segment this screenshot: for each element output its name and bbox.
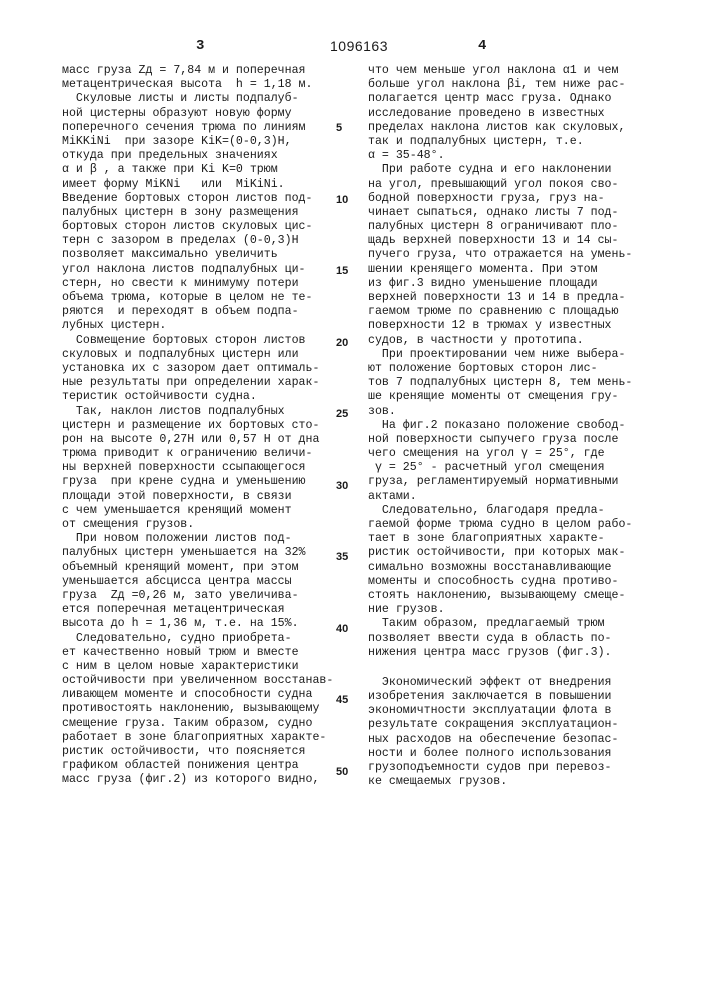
text-line: от смещения грузов. [62,518,352,532]
page-number-right: 4 [478,38,486,54]
line-number: 30 [336,480,348,492]
text-line: остойчивости при увеличенном восстанав- [62,674,352,688]
line-number: 35 [336,551,348,563]
text-line: груза Zд =0,26 м, зато увеличива- [62,589,352,603]
text-line: результате сокращения эксплуатацион- [368,718,658,732]
text-line: ливающем моменте и способности судна [62,688,352,702]
patent-number: 1096163 [330,38,388,54]
text-line: ристик остойчивости, при которых мак- [368,546,658,560]
text-line: щадь верхней поверхности 13 и 14 сы- [368,234,658,248]
text-line: трюма приводит к ограничению величи- [62,447,352,461]
text-line: При работе судна и его наклонении [368,163,658,177]
text-line: ряются и переходят в объем подпа- [62,305,352,319]
line-number: 5 [336,122,342,134]
text-line: метацентрическая высота h = 1,18 м. [62,78,352,92]
text-line: ристик остойчивости, что поясняется [62,745,352,759]
right-text-column [368,64,658,789]
text-line: лубных цистерн. [62,319,352,333]
text-line: изобретения заключается в повышении [368,690,658,704]
text-line: пучего груза, что отражается на умень- [368,248,658,262]
text-line: работает в зоне благоприятных характе- [62,731,352,745]
text-line: на угол, превышающий угол покоя сво- [368,178,658,192]
text-line: теристик остойчивости судна. [62,390,352,404]
text-line: При проектировании чем ниже выбера- [368,348,658,362]
text-line: масс груза Zд = 7,84 м и поперечная [62,64,352,78]
text-line: графиком областей понижения центра [62,759,352,773]
text-line: нижения центра масс грузов (фиг.3). [368,646,658,660]
text-line: объема трюма, которые в целом не те- [62,291,352,305]
text-line: верхней поверхности 13 и 14 в предла- [368,291,658,305]
text-line: масс груза (фиг.2) из которого видно, [62,773,352,787]
text-line: ности и более полного использования [368,747,658,761]
text-line: угол наклона листов подпалубных ци- [62,263,352,277]
text-line: уменьшается абсцисса центра массы [62,575,352,589]
text-line: При новом положении листов под- [62,532,352,546]
text-line: цистерн и размещение их бортовых сто- [62,419,352,433]
text-line: бодной поверхности груза, груз на- [368,192,658,206]
text-line: тает в зоне благоприятных характе- [368,532,658,546]
text-line: ется поперечная метацентрическая [62,603,352,617]
text-line: экономичтности эксплуатации флота в [368,704,658,718]
line-number: 40 [336,623,348,635]
text-line: поперечного сечения трюма по линиям [62,121,352,135]
text-line: терн с зазором в пределах (0-0,3)H [62,234,352,248]
text-line: полагается центр масс груза. Однако [368,92,658,106]
text-line: из фиг.3 видно уменьшение площади [368,277,658,291]
text-line: Совмещение бортовых сторон листов [62,334,352,348]
text-line: Следовательно, благодаря предла- [368,504,658,518]
line-number: 45 [336,694,348,706]
text-line: груза при крене судна и уменьшению [62,475,352,489]
text-line: больше угол наклона βi, тем ниже рас- [368,78,658,92]
text-line: зов. [368,405,658,419]
line-number: 50 [336,766,348,778]
text-line: стерн, но свести к минимуму потери [62,277,352,291]
text-line: гаемой форме трюма судно в целом рабо- [368,518,658,532]
text-line: противостоять наклонению, вызывающему [62,702,352,716]
text-line: судов, в частности у прототипа. [368,334,658,348]
text-line: ет качественно новый трюм и вместе [62,646,352,660]
line-number: 10 [336,194,348,206]
text-line: объемный кренящий момент, при этом [62,561,352,575]
text-line: стоять наклонению, вызывающему смеще- [368,589,658,603]
text-line: MiKKiNi при зазоре KiK=(0-0,3)H, [62,135,352,149]
text-line: гаемом трюме по сравнению с площадью [368,305,658,319]
text-line: палубных цистерн 8 ограничивают пло- [368,220,658,234]
text-line: Следовательно, судно приобрета- [62,632,352,646]
text-line: бортовых сторон листов скуловых цис- [62,220,352,234]
text-line: α и β , а также при Ki K=0 трюм [62,163,352,177]
text-line: смещение груза. Таким образом, судно [62,717,352,731]
text-line: груза, регламентируемый нормативными [368,475,658,489]
text-line: скуловых и подпалубных цистерн или [62,348,352,362]
text-line: имеет форму MiKNi или MiKiNi. [62,178,352,192]
text-line: установка их с зазором дает оптималь- [62,362,352,376]
text-line: чинает сыпаться, однако листы 7 под- [368,206,658,220]
text-line: Так, наклон листов подпалубных [62,405,352,419]
text-line: ше кренящие моменты от смещения гру- [368,390,658,404]
text-line: Экономический эффект от внедрения [368,676,658,690]
text-line: ных расходов на обеспечение безопас- [368,733,658,747]
text-line: ны верхней поверхности ссыпающегося [62,461,352,475]
text-line: ют положение бортовых сторон лис- [368,362,658,376]
text-line: с ним в целом новые характеристики [62,660,352,674]
text-line: моменты и способность судна противо- [368,575,658,589]
text-line: позволяет ввести суда в область по- [368,632,658,646]
text-line: Введение бортовых сторон листов под- [62,192,352,206]
text-line: грузоподъемности судов при перевоз- [368,761,658,775]
text-line: γ = 25° - расчетный угол смещения [368,461,658,475]
text-line: площади этой поверхности, в связи [62,490,352,504]
text-line: актами. [368,490,658,504]
text-line: высота до h = 1,36 м, т.е. на 15%. [62,617,352,631]
text-line: симально возможны восстанавливающие [368,561,658,575]
text-line: палубных цистерн уменьшается на 32% [62,546,352,560]
text-line: Таким образом, предлагаемый трюм [368,617,658,631]
page-number-left: 3 [196,38,204,54]
text-line: тов 7 подпалубных цистерн 8, тем мень- [368,376,658,390]
paragraph-gap [368,660,658,676]
text-line: ке смещаемых грузов. [368,775,658,789]
text-line: ной цистерны образуют новую форму [62,107,352,121]
text-line: исследование проведено в известных [368,107,658,121]
line-number: 25 [336,408,348,420]
line-number: 20 [336,337,348,349]
text-line: шении кренящего момента. При этом [368,263,658,277]
text-line: Скуловые листы и листы подпалуб- [62,92,352,106]
text-line: ные результаты при определении харак- [62,376,352,390]
text-line: рон на высоте 0,27H или 0,57 H от дна [62,433,352,447]
text-line: откуда при предельных значениях [62,149,352,163]
text-line: α = 35-48°. [368,149,658,163]
text-line: с чем уменьшается кренящий момент [62,504,352,518]
text-line: что чем меньше угол наклона α1 и чем [368,64,658,78]
text-line: чего смещения на угол γ = 25°, где [368,447,658,461]
text-line: пределах наклона листов как скуловых, [368,121,658,135]
text-line: палубных цистерн в зону размещения [62,206,352,220]
text-line: позволяет максимально увеличить [62,248,352,262]
text-line: так и подпалубных цистерн, т.е. [368,135,658,149]
text-line: ной поверхности сыпучего груза после [368,433,658,447]
text-line: На фиг.2 показано положение свобод- [368,419,658,433]
text-line: поверхности 12 в трюмах у известных [368,319,658,333]
text-line: ние грузов. [368,603,658,617]
line-number: 15 [336,265,348,277]
left-text-column [62,64,352,788]
